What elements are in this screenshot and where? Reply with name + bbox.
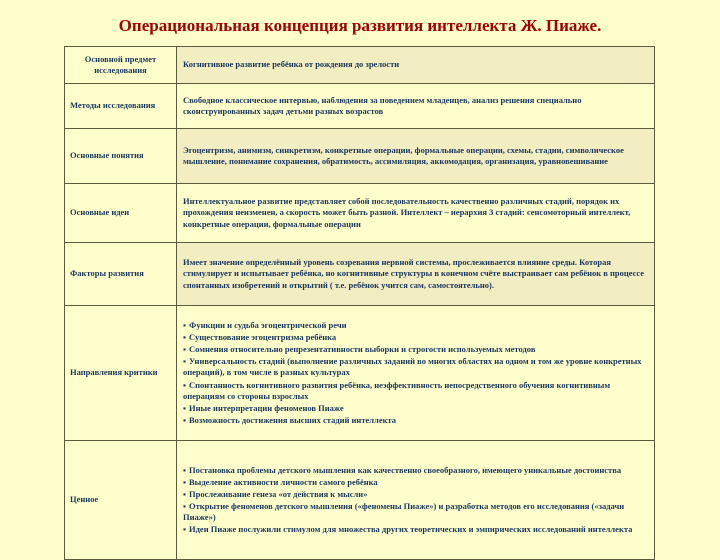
bullet-icon: ▪ [183, 379, 187, 390]
bullet-icon: ▪ [183, 320, 187, 331]
bullet-icon: ▪ [183, 488, 187, 499]
table-row [65, 441, 655, 560]
bullet-text: Функции и судьба эгоцентрической речи [189, 320, 347, 331]
row-content: Когнитивное развитие ребёнка от рождения до зрелости [177, 47, 655, 84]
table-row [65, 47, 655, 84]
bullet-icon: ▪ [183, 524, 187, 535]
bullet-item [183, 403, 648, 414]
row-label: Методы исследования [65, 84, 177, 129]
row-label: Основной предмет исследования [65, 47, 177, 84]
bullet-item [183, 380, 648, 402]
bullet-text: Идеи Пиаже послужили стимулом для множества других теоретических и эмпирических исследований интеллекта [189, 524, 633, 535]
bullet-icon: ▪ [183, 344, 187, 355]
row-content: Эгоцентризм, анимизм, синкретизм, конкретные операции, формальные операции, схемы, стадии, символическое мышление, понимание сохранения, обратимость, ассимиляция, аккомодация, организация, уравновешивание [177, 129, 655, 184]
bullet-item [183, 320, 648, 331]
bullet-text: Спонтанность когнитивного развития ребёнка, неэффективность непосредственного обучения когнитивным операциям со стороны взрослых [183, 379, 611, 401]
bullet-item [183, 344, 648, 355]
row-label: Основные идеи [65, 184, 177, 243]
row-label: Основные понятия [65, 129, 177, 184]
bullet-item [183, 477, 648, 488]
row-content [177, 441, 655, 560]
bullet-item [183, 356, 648, 378]
bullet-icon: ▪ [183, 332, 187, 343]
table-row [65, 243, 655, 306]
bullet-item [183, 415, 648, 426]
row-label: Факторы развития [65, 243, 177, 306]
row-label: Ценное [65, 441, 177, 560]
table-row [65, 129, 655, 184]
slide [0, 16, 720, 556]
bullet-item [183, 332, 648, 343]
row-label: Направления критики [65, 306, 177, 441]
row-content: Свободное классическое интервью, наблюдения за поведением младенцев, анализ решения специально сконструированных задач детьми разных возрастов [177, 84, 655, 129]
row-content [177, 306, 655, 441]
bullet-item [183, 465, 648, 476]
bullet-text: Сомнения относительно репрезентативности выборки и строгости используемых методов [189, 344, 536, 355]
bullet-text: Открытие феноменов детского мышления («феномены Пиаже») и разработка методов его исследования («задачи Пиаже») [183, 501, 625, 523]
bullet-icon: ▪ [183, 356, 187, 367]
table-row [65, 306, 655, 441]
bullet-text: Возможность достижения высших стадий интеллекта [189, 414, 397, 425]
row-content: Интеллектуальное развитие представляет собой последовательность качественно различных стадий, порядок их прохождения неизменен, а скорость может быть разной. Интеллект – иерархия 3 стадий: сенсомоторный интеллект, конкретные операции, формальные операции [177, 184, 655, 243]
piaget-concept-table [64, 46, 655, 560]
table-row [65, 184, 655, 243]
bullet-text: Прослеживание генеза «от действия к мысли» [189, 488, 368, 499]
bullet-text: Выделение активности личности самого ребёнка [189, 476, 378, 487]
table-row [65, 84, 655, 129]
bullet-text: Иные интерпретации феноменов Пиаже [189, 402, 344, 413]
bullet-icon: ▪ [183, 464, 187, 475]
bullet-text: Постановка проблемы детского мышления как качественно своеобразного, имеющего уникальные достоинства [189, 464, 622, 475]
bullet-icon: ▪ [183, 476, 187, 487]
bullet-icon: ▪ [183, 402, 187, 413]
bullet-text: Существование эгоцентризма ребёнка [189, 332, 337, 343]
bullet-text: Универсальность стадий (выполнение различных заданий во многих областях на одном и том же уровне конкретных операций), в том числе в разных культурах [183, 356, 642, 378]
bullet-icon: ▪ [183, 501, 187, 511]
bullet-item [183, 489, 648, 500]
bullet-item [183, 524, 648, 535]
row-content: Имеет значение определённый уровень созревания нервной системы, прослеживается влияние среды. Которая стимулирует и испытывает ребёнка, но когнитивные структуры в конечном счёте выстраивает сам ребёнок в процессе спонтанных изобретений и открытий ( т.е. ребёнок учится сам, самостоятельно). [177, 243, 655, 306]
page-title: Операциональная концепция развития интеллекта Ж. Пиаже. [118, 16, 602, 35]
bullet-icon: ▪ [183, 414, 187, 425]
bullet-item [183, 501, 648, 523]
